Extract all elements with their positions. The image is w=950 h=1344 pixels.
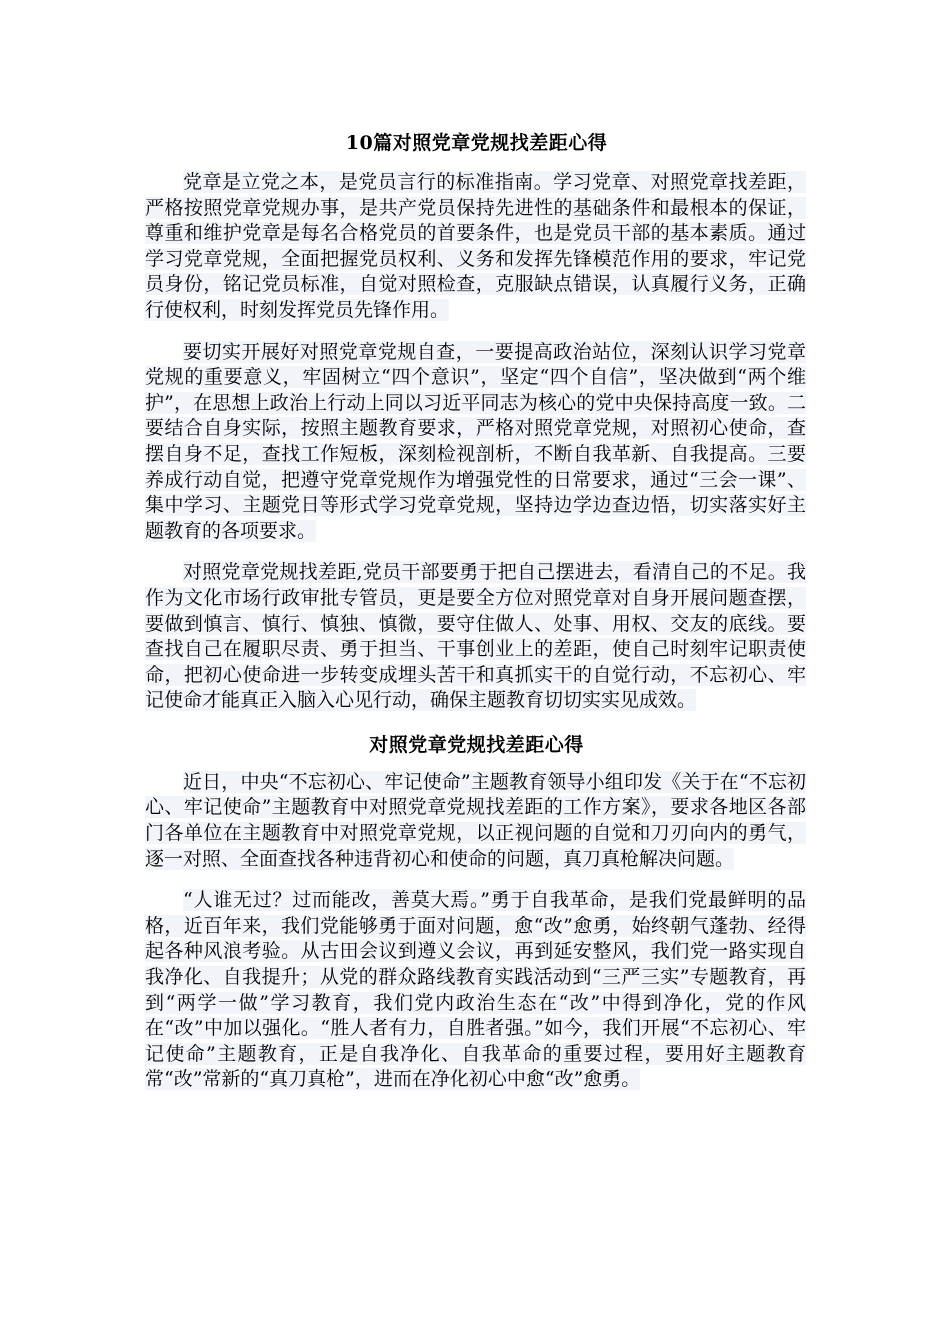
paragraph-text: 要切实开展好对照党章党规自查，一要提高政治站位，深刻认识学习党章党规的重要意义，牢固树立“四个意识”，坚定“四个自信”，坚决做到“两个维护”，在思想上政治上行动上同以习近平同志为核心的党中央保持高度一致。二要结合自身实际，按照主题教育要求，严格对照党章党规，对照初心使命，查摆自身不足，查找工作短板，深刻检视剖析，不断自我革新、自我提高。三要养成行动自觉，把遵守党章党规作为增强党性的日常要求，通过“三会一课”、集中学习、主题党日等形式学习党章党规，坚持边学边查边悟，切实落实好主题教育的各项要求。 [145, 340, 806, 542]
paragraph [143, 888, 810, 1093]
paragraph [143, 560, 810, 714]
paragraph-text: 近日，中央“不忘初心、牢记使命”主题教育领导小组印发《关于在“不忘初心、牢记使命”主题教育中对照党章党规找差距的工作方案》，要求各地区各部门各单位在主题教育中对照党章党规，以正视问题的自觉和刀刃向内的勇气，逐一对照、全面查找各种违背初心和使命的问题，真刀真枪解决问题。 [145, 770, 806, 870]
section-title: 对照党章党规找差距心得 [369, 733, 584, 756]
paragraph-text: 党章是立党之本，是党员言行的标准指南。学习党章、对照党章找差距，严格按照党章党规办事，是共产党员保持先进性的基础条件和最根本的保证，尊重和维护党章是每名合格党员的首要条件，也是党员干部的基本素质。通过学习党章党规，全面把握党员权利、义务和发挥先锋模范作用的要求，牢记党员身份，铭记党员标准，自觉对照检查，克服缺点错误，认真履行义务，正确行使权利，时刻发挥党员先锋作用。 [145, 171, 806, 321]
document-title: 10篇对照党章党规找差距心得 [345, 132, 608, 154]
paragraph-text: “人谁无过？过而能改，善莫大焉。”勇于自我革命，是我们党最鲜明的品格，近百年来，我们党能够勇于面对问题，愈“改”愈勇，始终朝气蓬勃、经得起各种风浪考验。从古田会议到遵义会议，再到延安整风，我们党一路实现自我净化、自我提升；从党的群众路线教育实践活动到“三严三实”专题教育，再到“两学一做”学习教育，我们党内政治生态在“改”中得到净化，党的作风在“改”中加以强化。“胜人者有力，自胜者强。”如今，我们开展“不忘初心、牢记使命”主题教育，正是自我净化、自我革命的重要过程，要用好主题教育常“改”常新的“真刀真枪”，进而在净化初心中愈“改”愈勇。 [145, 889, 806, 1091]
document-body [143, 128, 810, 1109]
paragraph [143, 770, 810, 872]
paragraph-text: 对照党章党规找差距,党员干部要勇于把自己摆进去，看清自己的不足。我作为文化市场行政审批专管员，更是要全方位对照党章对自身开展问题查摆，要做到慎言、慎行、慎独、慎微，要守住做人、处事、用权、交友的底线。要查找自己在履职尽责、勇于担当、干事创业上的差距，使自己时刻牢记职责使命，把初心使命进一步转变成埋头苦干和真抓实干的自觉行动，不忘初心、牢记使命才能真正入脑入心见行动，确保主题教育切切实实见成效。 [145, 561, 806, 712]
paragraph [143, 340, 810, 545]
paragraph [143, 170, 810, 324]
